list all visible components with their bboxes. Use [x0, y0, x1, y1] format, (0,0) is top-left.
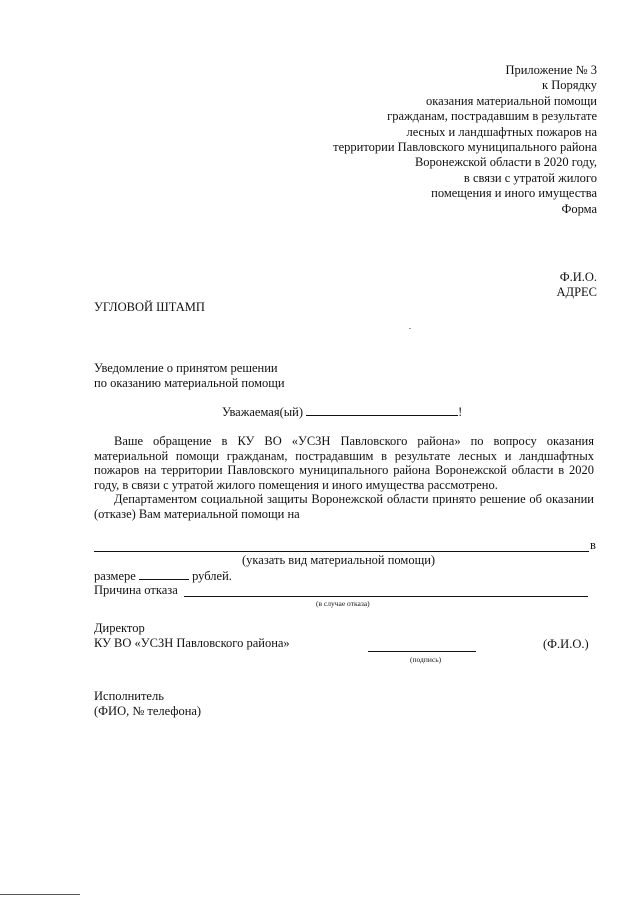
appendix-line: гражданам, пострадавшим в результате: [387, 109, 597, 124]
appendix-line: территории Павловского муниципального района: [333, 140, 597, 155]
executor-title: Исполнитель: [94, 689, 164, 703]
aid-kind-trailing: в: [590, 538, 596, 552]
name-blank-line: [306, 404, 458, 416]
appendix-line: к Порядку: [542, 78, 597, 93]
aid-kind-blank-line: [94, 551, 589, 552]
appendix-line: в связи с утратой жилого: [463, 170, 597, 185]
director-block: [94, 621, 290, 652]
aid-kind-caption: (указать вид материальной помощи): [242, 553, 436, 567]
appendix-line: Приложение № 3: [505, 63, 597, 77]
scan-speck: [409, 328, 411, 329]
director-fio: (Ф.И.О.): [543, 637, 589, 651]
executor-contact: (ФИО, № телефона): [94, 704, 202, 719]
director-title: Директор: [94, 621, 145, 635]
greeting-label: Уважаемая(ый): [222, 405, 303, 419]
form-label: Форма: [561, 201, 597, 216]
signature-blank-line: [368, 651, 476, 652]
appendix-line: помещения и иного имущества: [431, 186, 597, 201]
corner-stamp-label: УГЛОВОЙ ШТАМП: [94, 300, 205, 314]
amount-row: [94, 568, 232, 584]
amount-blank-line: [139, 568, 189, 580]
appendix-line: оказания материальной помощи: [426, 93, 597, 108]
appendix-header: [267, 63, 597, 217]
appendix-line: лесных и ландшафтных пожаров на: [406, 124, 597, 139]
director-org: КУ ВО «УСЗН Павловского района»: [94, 636, 290, 651]
refusal-reason-caption: (в случае отказа): [316, 599, 370, 608]
recipient-address: АДРЕС: [556, 285, 597, 300]
footnote-separator: [0, 894, 80, 895]
recipient-block: [557, 270, 597, 301]
notice-title: [94, 361, 285, 392]
amount-unit: рублей.: [192, 569, 232, 583]
notice-title-line-2: по оказанию материальной помощи: [94, 376, 285, 391]
signature-caption: (подпись): [410, 655, 442, 664]
refusal-reason-blank-line: [184, 596, 588, 597]
notice-title-line-1: Уведомление о принятом решении: [94, 361, 278, 375]
refusal-reason-label: Причина отказа: [94, 583, 178, 597]
recipient-name: Ф.И.О.: [559, 270, 597, 284]
amount-label: размере: [94, 569, 136, 583]
greeting: [222, 404, 462, 420]
appendix-line: Воронежской области в 2020 году,: [414, 155, 597, 170]
executor-block: [94, 689, 201, 720]
body-text: [94, 434, 594, 522]
body-paragraph-1: Ваше обращение в КУ ВО «УСЗН Павловского района» по вопросу оказания материальной помощи гражданам, пострадавшим в результате лесных и ландшафтных пожаров на территории Павловского муниципального района Воронежской области в 2020 году, в связи с утратой жилого помещения и иного имущества рассмотрено.: [94, 434, 594, 492]
greeting-exclamation: !: [458, 405, 463, 419]
body-paragraph-2: Департаментом социальной защиты Воронежской области принято решение об оказании (отказе) Вам материальной помощи на: [94, 492, 594, 521]
